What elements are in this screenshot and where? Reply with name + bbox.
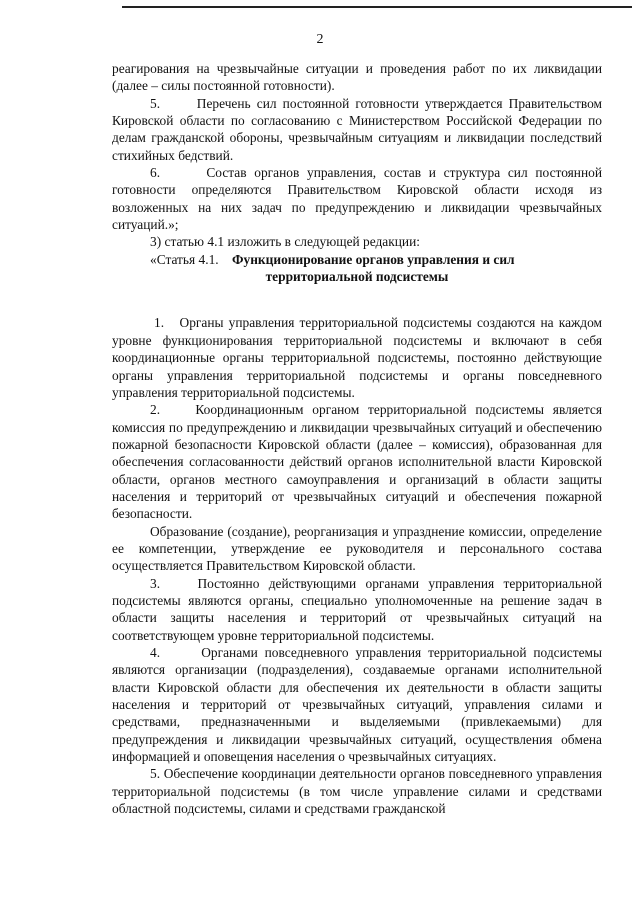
article-prefix: «Статья 4.1. bbox=[150, 251, 219, 267]
paragraph-item-5: 5. Перечень сил постоянной готовности утверждается Правительством Кировской области по согласованию с Министерством Российской Федерации по делам гражданской обороны, чрезвычайным ситуациям и ликвидации последствий стихийных бедствий. bbox=[112, 95, 602, 163]
paragraph-amendment-3: 3) статью 4.1 изложить в следующей редакции: bbox=[150, 234, 420, 250]
body-item-5: 5. Обеспечение координации деятельности органов повседневного управления территориальной подсистемы (в том числе управление силами и средствами областной подсистемы, силами и средствами гражданской bbox=[112, 766, 602, 817]
top-border-line bbox=[122, 6, 632, 8]
body-item-4: 4. Органами повседневного управления территориальной подсистемы являются организации (подразделения), создаваемые органами исполнительной власти Кировской области для обеспечения их деятельности в области защиты населения и территорий от чрезвычайных ситуаций, управления силами и средствами, предназначенными и выделяемыми (привлекаемыми) для предупреждения и ликвидации чрезвычайных ситуаций, осуществления обмена информацией и оповещения населения о чрезвычайных ситуациях. bbox=[112, 645, 602, 765]
body-item-2-cont: Образование (создание), реорганизация и упразднение комиссии, определение ее компетенции, утверждение ее руководителя и персонального состава осуществляется Правительством Кировской области. bbox=[112, 523, 602, 574]
paragraph-continuation: реагирования на чрезвычайные ситуации и проведения работ по их ликвидации (далее – силы постоянной готовности). bbox=[112, 61, 602, 94]
body-item-2: 2. Координационным органом территориальной подсистемы является комиссия по предупреждению и ликвидации чрезвычайных ситуаций и обеспечению пожарной безопасности Кировской области (далее – комиссия), образованная для обеспечения согласованности действий органов исполнительной власти Кировской области, органов местного самоуправления и организаций в области защиты населения и территорий от чрезвычайных ситуаций и обеспечения пожарной безопасности. bbox=[112, 402, 602, 522]
article-title-part2: территориальной подсистемы bbox=[265, 269, 449, 285]
article-title-part1: Функционирование органов управления и сил bbox=[232, 251, 515, 267]
page-number: 2 bbox=[316, 32, 324, 47]
paragraph-item-6: 6. Состав органов управления, состав и структура сил постоянной готовности определяются Правительством Кировской области исходя из возложенных на них задач по предупреждению и ликвидации чрезвычайных ситуаций.»; bbox=[112, 165, 602, 233]
article-heading bbox=[112, 251, 602, 268]
document-body bbox=[112, 60, 602, 817]
body-item-1: 1. Органы управления территориальной подсистемы создаются на каждом уровне функционирования территориальной подсистемы и включают в себя координационные органы территориальной подсистемы, постоянно действующие органы управления территориальной подсистемы и органы повседневного управления территориальной подсистемы. bbox=[112, 315, 602, 400]
body-item-3: 3. Постоянно действующими органами управления территориальной подсистемы являются органы, специально уполномоченные на решение задач в области защиты населения и территорий от чрезвычайных ситуаций на соответствующем уровне территориальной подсистемы. bbox=[112, 575, 602, 643]
